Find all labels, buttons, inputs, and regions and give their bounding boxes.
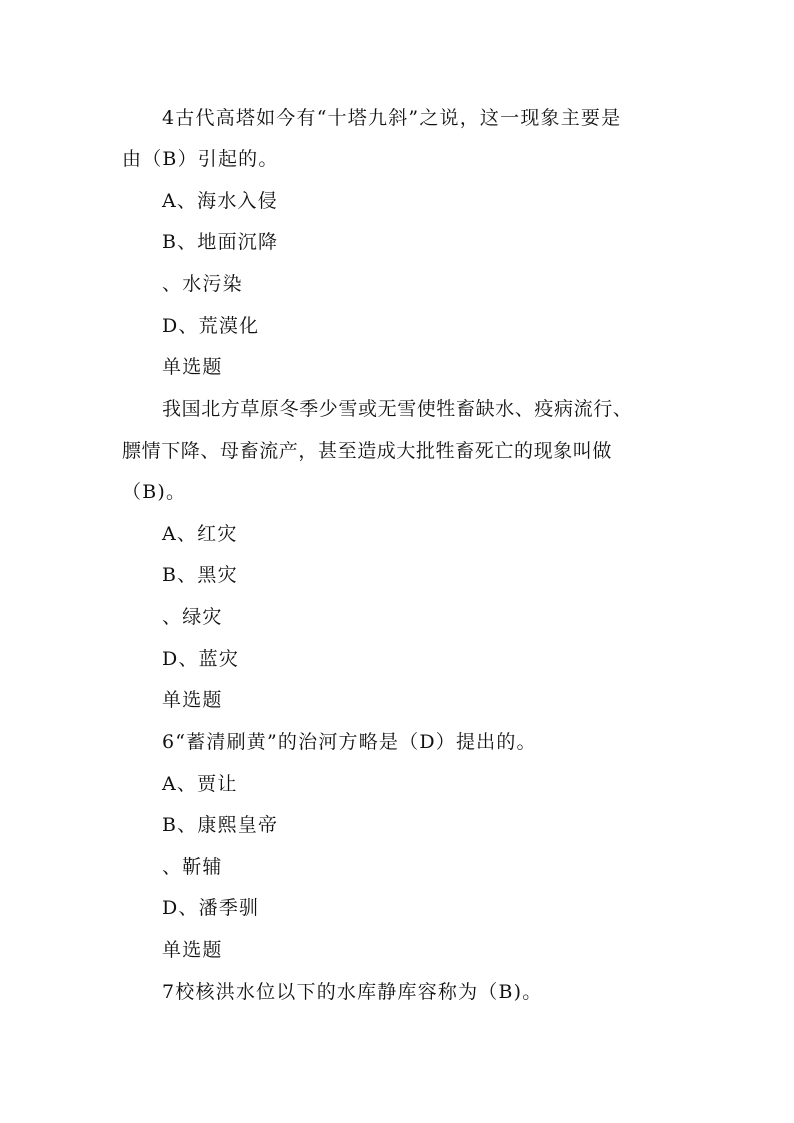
question-5-option-b: B、黑灾 <box>162 564 238 586</box>
question-5-option-d: D、蓝灾 <box>162 648 240 670</box>
question-type-label: 单选题 <box>162 689 223 711</box>
question-6-stem-line-1: 6“蓄清刷黄”的治河方略是（D）提出的。 <box>162 731 537 753</box>
question-4-option-b: B、地面沉降 <box>162 231 279 253</box>
question-4-stem-line-2: 由（B）引起的。 <box>122 148 279 170</box>
question-type-label: 单选题 <box>162 939 223 961</box>
question-type-label: 单选题 <box>162 356 223 378</box>
question-5-option-c: 、绿灾 <box>162 606 223 628</box>
question-6-option-a: A、贾让 <box>162 773 238 795</box>
question-4-option-d: D、荒漠化 <box>162 315 260 337</box>
question-5-stem-line-3: （B)。 <box>122 481 187 503</box>
question-6-option-c: 、靳辅 <box>162 856 223 878</box>
question-4-option-c: 、水污染 <box>162 273 243 295</box>
question-6-option-d: D、潘季驯 <box>162 897 260 919</box>
question-7-stem-line-1: 7校核洪水位以下的水库静库容称为（B)。 <box>162 981 543 1003</box>
question-6-option-b: B、康熙皇帝 <box>162 814 279 836</box>
question-5-stem-line-1: 我国北方草原冬季少雪或无雪使牲畜缺水、疫病流行、 <box>162 398 633 420</box>
question-5-option-a: A、红灾 <box>162 523 238 545</box>
question-4-option-a: A、海水入侵 <box>162 190 278 212</box>
question-4-stem-line-1: 4古代高塔如今有“十塔九斜”之说，这一现象主要是 <box>162 107 622 129</box>
question-5-stem-line-2: 膘情下降、母畜流产，甚至造成大批牲畜死亡的现象叫做 <box>122 440 613 462</box>
